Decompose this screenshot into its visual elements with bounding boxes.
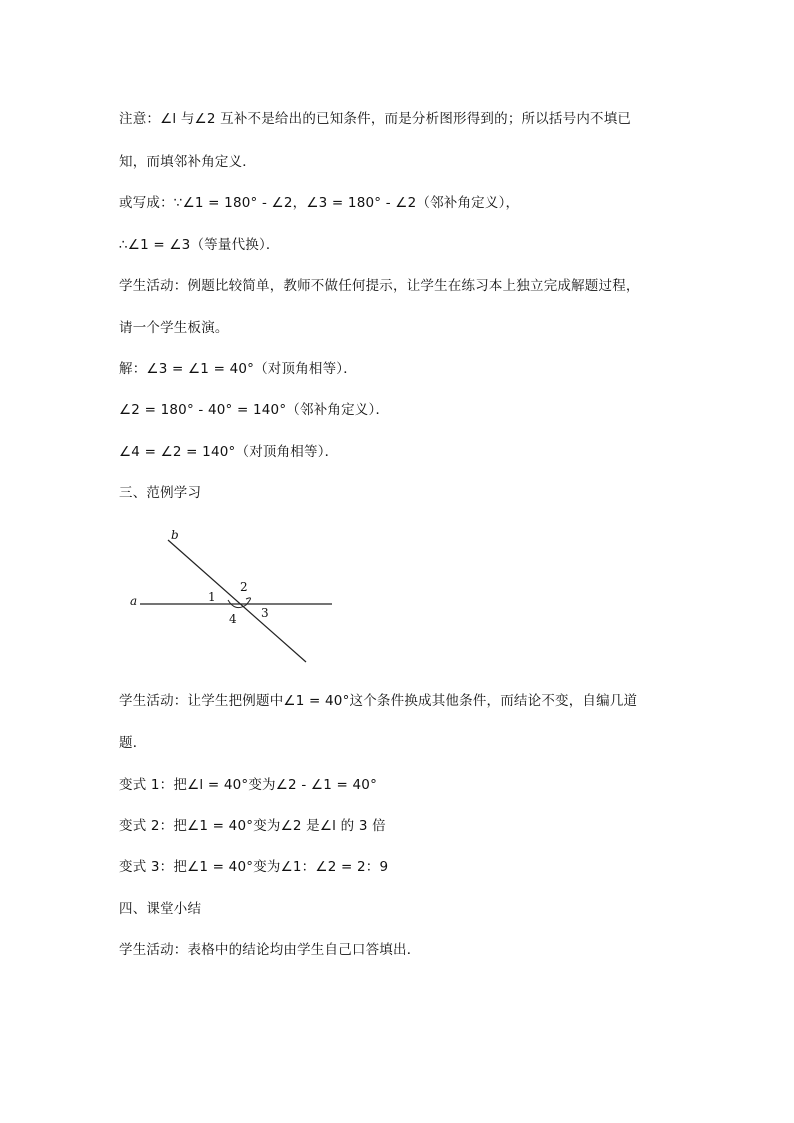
section-heading-summary: 四、课堂小结: [119, 901, 202, 917]
label-angle-1: 1: [208, 590, 216, 604]
line-8: ∠2 = 180° - 40° = 140°（邻补角定义）．: [119, 402, 390, 418]
line-6: 请一个学生板演。: [119, 320, 229, 336]
line-3: 或写成：∵∠1 = 180° - ∠2，∠3 = 180° - ∠2（邻补角定义），: [119, 195, 520, 211]
intersecting-lines-figure: [120, 515, 340, 670]
line-12: 题．: [119, 735, 147, 751]
line-b: [168, 540, 306, 662]
label-angle-4: 4: [229, 612, 237, 626]
line-5: 学生活动：例题比较简单，教师不做任何提示，让学生在练习本上独立完成解题过程，: [119, 278, 640, 294]
label-line-b: b: [171, 528, 179, 542]
line-9: ∠4 = ∠2 = 140°（对顶角相等）．: [119, 444, 339, 460]
line-13: 变式 1：把∠l = 40°变为∠2 - ∠1 = 40°: [119, 777, 378, 793]
line-4: ∴∠1 = ∠3（等量代换）．: [119, 237, 280, 253]
section-heading-examples: 三、范例学习: [119, 485, 202, 501]
line-11: 学生活动：让学生把例题中∠1 = 40°这个条件换成其他条件，而结论不变，自编几道: [119, 693, 638, 709]
line-2: 知，而填邻补角定义．: [119, 154, 256, 170]
line-1: 注意：∠l 与∠2 互补不是给出的已知条件，而是分析图形得到的；所以括号内不填已: [119, 111, 632, 127]
line-7: 解：∠3 = ∠1 = 40°（对顶角相等）．: [119, 361, 357, 377]
label-line-a: a: [130, 594, 138, 608]
line-17: 学生活动：表格中的结论均由学生自己口答填出．: [119, 942, 421, 958]
label-angle-2: 2: [240, 580, 248, 594]
label-angle-3: 3: [261, 606, 269, 620]
line-15: 变式 3：把∠1 = 40°变为∠1：∠2 = 2：9: [119, 859, 389, 875]
line-14: 变式 2：把∠1 = 40°变为∠2 是∠l 的 3 倍: [119, 818, 386, 834]
